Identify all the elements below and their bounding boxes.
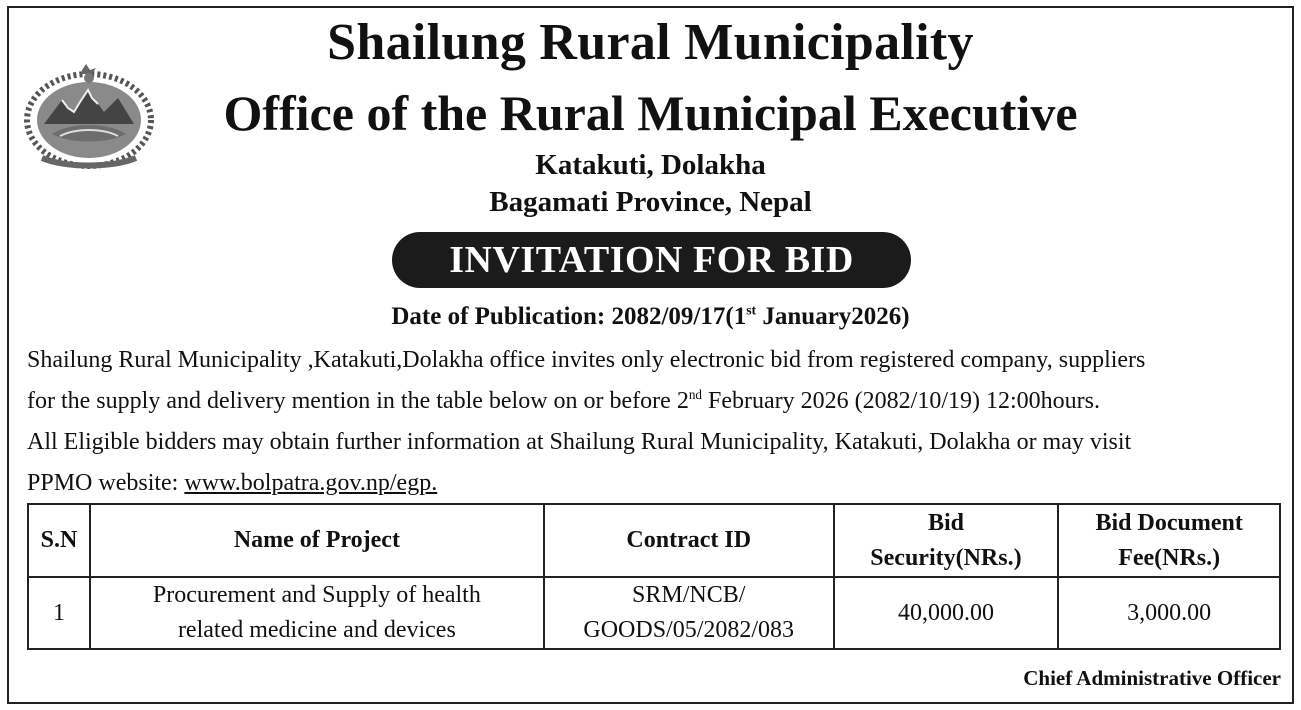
cell-contract-id-line-1: SRM/NCB/ [632,582,746,609]
cell-bid-security: 40,000.00 [834,577,1059,649]
notice-line-2-sup: nd [688,387,703,402]
address-line-2: Bagamati Province, Nepal [489,186,812,218]
office-title: Office of the Rural Municipal Executive [223,85,1078,141]
address-line-1: Katakuti, Dolakha [535,149,766,181]
notice-line-1: Shailung Rural Municipality ,Katakuti,Dolakha office invites only electronic bid from registered company, suppliers [27,347,1146,373]
notice-line-2-start: for the supply and delivery mention in the table below on or before 2 [27,388,689,414]
cell-project-name-line-2: related medicine and devices [177,617,456,643]
cell-contract-id [544,577,834,649]
invitation-banner [392,232,911,288]
table-row [28,577,1280,649]
cell-project-name [90,577,544,649]
cell-contract-id-line-2: GOODS/05/2082/083 [583,617,795,643]
header-fee-line-1: Bid Document [1095,509,1243,536]
municipality-title: Shailung Rural Municipality [327,14,974,71]
invitation-banner-label: INVITATION FOR BID [449,239,854,281]
header-fee-line-2: Fee(NRs.) [1118,544,1221,571]
notice-line-2-end: February 2026 (2082/10/19) 12:00hours. [702,388,1100,414]
bid-table [27,503,1281,650]
cell-sn: 1 [28,577,90,649]
notice-line-4 [27,463,1282,504]
header-bid-document-fee [1058,504,1280,577]
header-project-name: Name of Project [90,504,544,577]
cell-project-name-line-1: Procurement and Supply of health [152,582,481,609]
table-header-row [28,504,1280,577]
publication-date-sup: st [746,302,757,318]
cell-bid-document-fee: 3,000.00 [1058,577,1280,649]
header-bid-security-line-2: Security(NRs.) [870,544,1022,571]
header-bid-security-line-1: Bid [927,509,964,536]
notice-line-4-label: PPMO website: [27,470,185,496]
header-sn: S.N [28,504,90,577]
notice-line-3: All Eligible bidders may obtain further information at Shailung Rural Municipality, Katakuti, Dolakha or may visit [27,429,1132,455]
ppmo-website-link[interactable]: www.bolpatra.gov.np/egp. [184,470,438,496]
publication-date [0,303,1301,331]
signature-title: Chief Administrative Officer [1023,666,1281,690]
header-contract-id: Contract ID [544,504,834,577]
notice-line-2 [27,381,1282,422]
publication-date-prefix: Date of Publication: 2082/09/17(1 [391,303,747,330]
publication-date-suffix: January2026) [756,303,910,330]
notice-body [27,340,1282,504]
header-bid-security [834,504,1059,577]
